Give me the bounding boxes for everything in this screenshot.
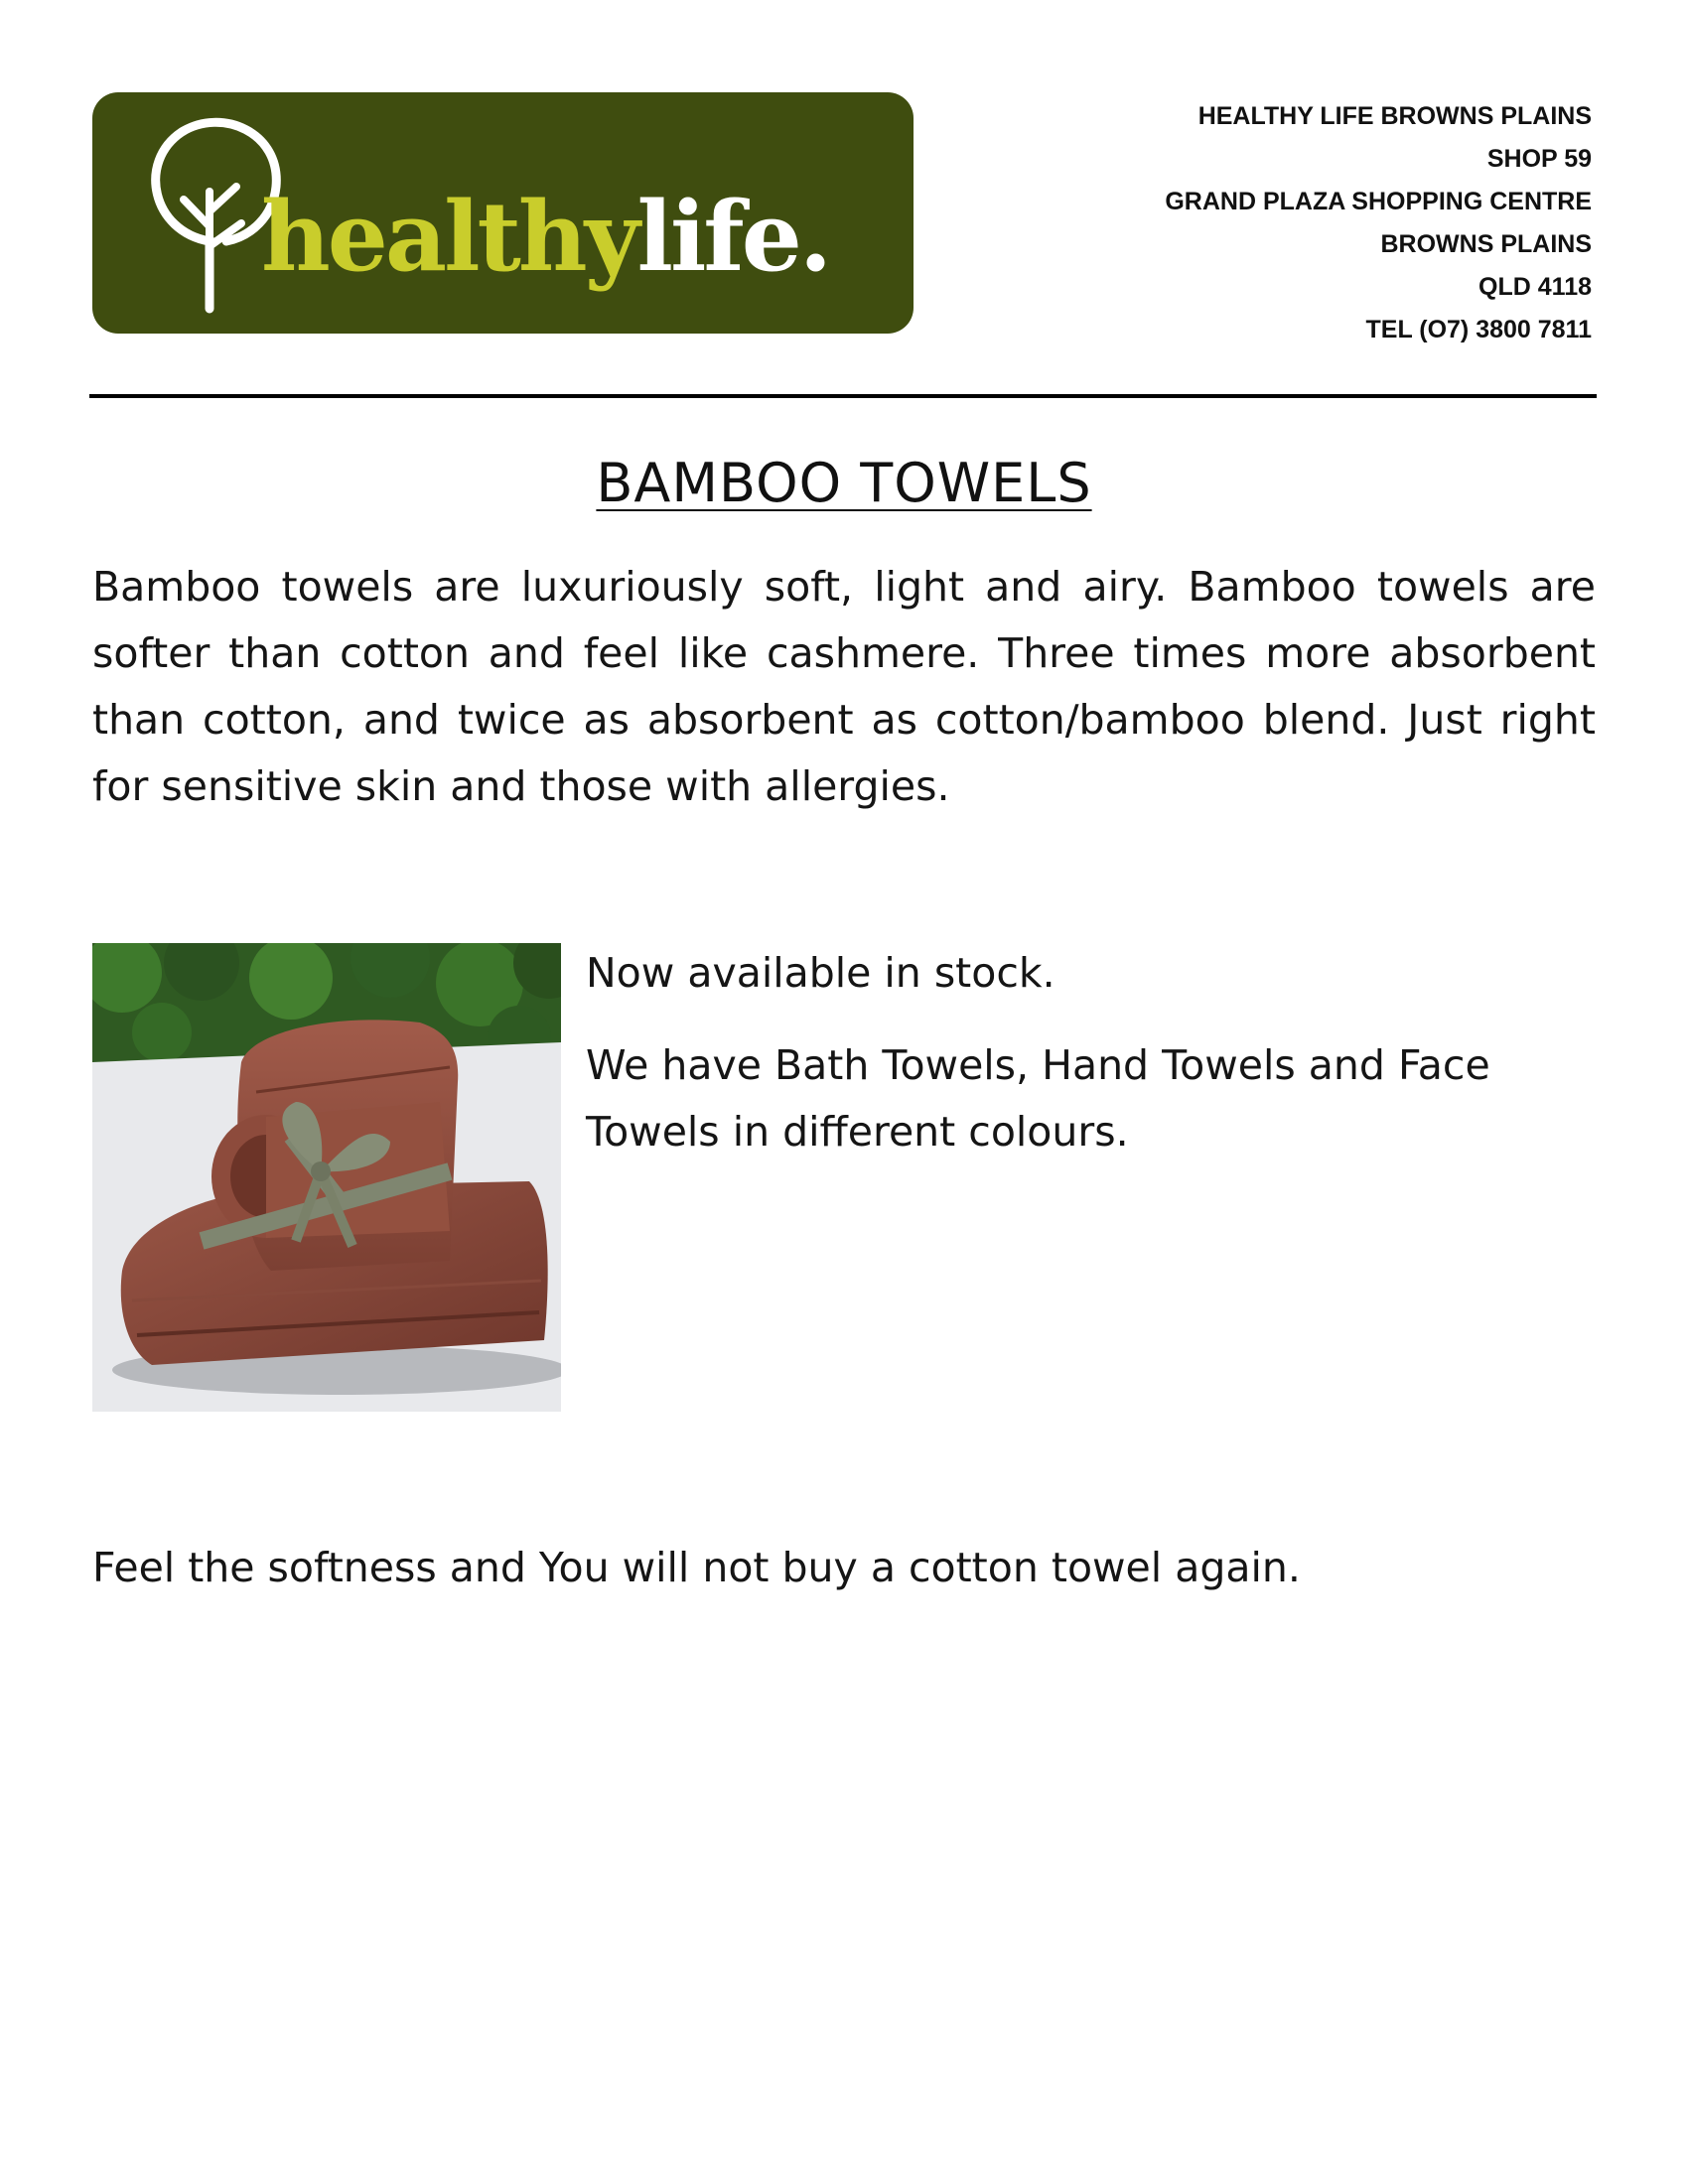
- address-line-shop: SHOP 59: [1486, 145, 1592, 173]
- closing-line: Feel the softness and You will not buy a cotton towel again.: [92, 1544, 1301, 1591]
- logo-wordmark: [261, 181, 830, 293]
- logo-word-healthy: healthy: [261, 181, 637, 293]
- healthy-life-logo: [92, 92, 914, 334]
- address-line-phone: TEL (O7) 3800 7811: [1365, 316, 1592, 343]
- store-address: [976, 95, 1592, 351]
- page-title-text: BAMBOO TOWELS: [596, 452, 1092, 514]
- address-line-state: QLD 4118: [1478, 273, 1592, 301]
- page-title: [0, 452, 1688, 515]
- address-line-store: HEALTHY LIFE BROWNS PLAINS: [1197, 102, 1592, 130]
- bamboo-towels-photo: [92, 943, 561, 1412]
- stock-availability: Now available in stock.: [586, 949, 1055, 997]
- address-line-suburb: BROWNS PLAINS: [1380, 230, 1592, 258]
- stock-info: [586, 940, 1539, 1165]
- towel-stack-image: [92, 943, 561, 1412]
- intro-paragraph: Bamboo towels are luxuriously soft, light and airy. Bamboo towels are softer than cotton and feel like cashmere. Three times more absorbent than cotton, and twice as absorbent as cotton/bamboo blend. Just right for sensitive skin and those with allergies.: [92, 563, 1596, 810]
- header-divider: [89, 394, 1597, 398]
- address-line-centre: GRAND PLAZA SHOPPING CENTRE: [1165, 188, 1592, 215]
- stock-range: We have Bath Towels, Hand Towels and Face Towels in different colours.: [586, 1041, 1490, 1156]
- logo-word-life: life.: [636, 181, 830, 293]
